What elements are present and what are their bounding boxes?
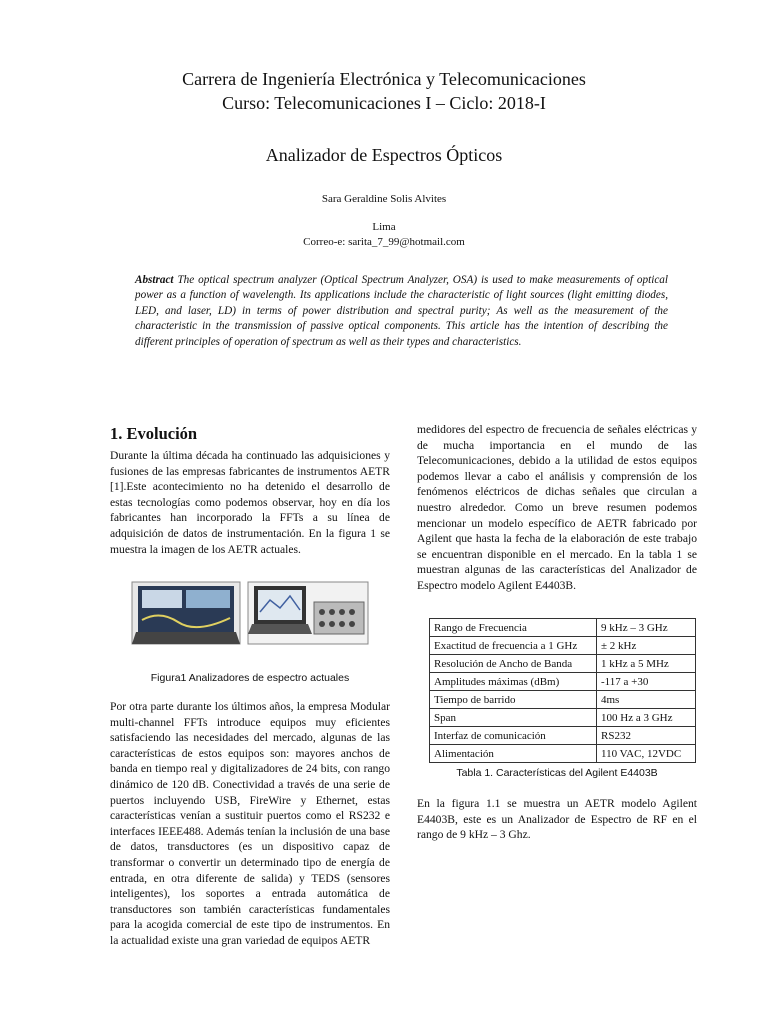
table-cell: ± 2 kHz	[597, 637, 696, 655]
figure-1-image	[130, 580, 370, 652]
course-heading-line2: Curso: Telecomunicaciones I – Ciclo: 2018-I	[222, 93, 546, 113]
table-cell: Interfaz de comunicación	[430, 727, 597, 745]
table-cell: Span	[430, 709, 597, 727]
section1-paragraph1: Durante la última década ha continuado las adquisiciones y fusiones de las empresas fabricantes de instrumentos AETR [1].Este acontecimiento no ha detenido el desarrollo de estas tecnologías como podemos observar, hoy en día los fabricantes han incorporado la FFTs a su línea de adquisición de datos de instrumentación. En la figura 1 se muestra la imagen de los AETR actuales.	[110, 449, 390, 556]
table-cell: -117 a +30	[597, 673, 696, 691]
table-cell: Rango de Frecuencia	[430, 619, 597, 637]
table-row	[430, 745, 696, 763]
abstract	[135, 273, 668, 350]
specs-table	[429, 618, 696, 763]
paper-title: Analizador de Espectros Ópticos	[265, 145, 503, 165]
author-email: Correo-e: sarita_7_99@hotmail.com	[303, 236, 465, 248]
table-row	[430, 691, 696, 709]
author-city: Lima	[372, 221, 396, 233]
table-1-caption: Tabla 1. Características del Agilent E4403B	[456, 767, 658, 779]
abstract-text: The optical spectrum analyzer (Optical Spectrum Analyzer, OSA) is used to make measurements of optical power as a function of wavelength. Its applications include the characteristic of light sources (light emitting diodes, LED, and laser, LD) in terms of power distribution and spectral purity; As well as the measurement of the characteristic in the transmission of passive optical components. This article has the intention of describing the different principles of operation of spectrum as well as their types and characteristics.	[135, 274, 668, 348]
column2-paragraph1: medidores del espectro de frecuencia de señales eléctricas y de mucha importancia en el mundo de las Telecomunicaciones, debido a la utilidad de estos equipos podemos llevar a cabo el análisis y comprensión de los fenómenos eléctricos de dichas señales que circulan a nuestro alrededor. Como un breve resumen podemos mencionar un modelo específico de AETR fabricado por Agilent que hasta la fecha de la elaboración de este trabajo se encuentran disponible en el mercado. En la tabla 1 se muestran algunas de las características del Analizador de Espectro modelo Agilent E4403B.	[417, 423, 697, 592]
table-cell: Amplitudes máximas (dBm)	[430, 673, 597, 691]
table-cell: Alimentación	[430, 745, 597, 763]
section1-paragraph2: Por otra parte durante los últimos años, la empresa Modular multi-channel FFTs introduce equipos muy eficientes satisfaciendo las necesidades del mercado, algunas de las características de estos equipos son: mayores anchos de banda en tiempo real y digitalizadores de 24 bits, con rango dinámico de 120 dB. Conectividad a través de una serie de puertos incluyendo USB, FireWire y Ethernet, estas características venían a sustituir puertos como el RS232 e interfaces IEEE488. Además tenían la inclusión de una base de datos, transductores (es un dispositivo capaz de transformar o convertir un determinado tipo de energía de entrada, en otra diferente de salida) y TEDS (sensores inteligentes), los soportes a entrada automática de transductores son también características fundamentales para la acogida comercial de este tipo de instrumentos. En la actualidad existe una gran variedad de equipos AETR	[110, 700, 390, 947]
table-cell: 110 VAC, 12VDC	[597, 745, 696, 763]
table-row	[430, 637, 696, 655]
table-cell: 100 Hz a 3 GHz	[597, 709, 696, 727]
spectrum-analyzers-illustration	[130, 580, 370, 652]
table-row	[430, 709, 696, 727]
specs-table-wrapper	[429, 618, 696, 763]
table-row	[430, 655, 696, 673]
course-heading-line1: Carrera de Ingeniería Electrónica y Telecomunicaciones	[182, 69, 586, 89]
table-row	[430, 673, 696, 691]
table-cell: Tiempo de barrido	[430, 691, 597, 709]
section-heading: 1. Evolución	[110, 424, 198, 443]
abstract-label: Abstract	[135, 274, 174, 286]
table-cell: 9 kHz – 3 GHz	[597, 619, 696, 637]
table-cell: 1 kHz a 5 MHz	[597, 655, 696, 673]
table-cell: Resolución de Ancho de Banda	[430, 655, 597, 673]
column2-paragraph2: En la figura 1.1 se muestra un AETR modelo Agilent E4403B, este es un Analizador de Espectro de RF en el rango de 9 kHz – 3 Ghz.	[417, 797, 697, 842]
author-name: Sara Geraldine Solis Alvites	[321, 193, 447, 205]
table-cell: Exactitud de frecuencia a 1 GHz	[430, 637, 597, 655]
table-row	[430, 727, 696, 745]
table-row	[430, 619, 696, 637]
table-cell: RS232	[597, 727, 696, 745]
table-cell: 4ms	[597, 691, 696, 709]
figure-1-caption: Figura1 Analizadores de espectro actuales	[150, 672, 350, 684]
